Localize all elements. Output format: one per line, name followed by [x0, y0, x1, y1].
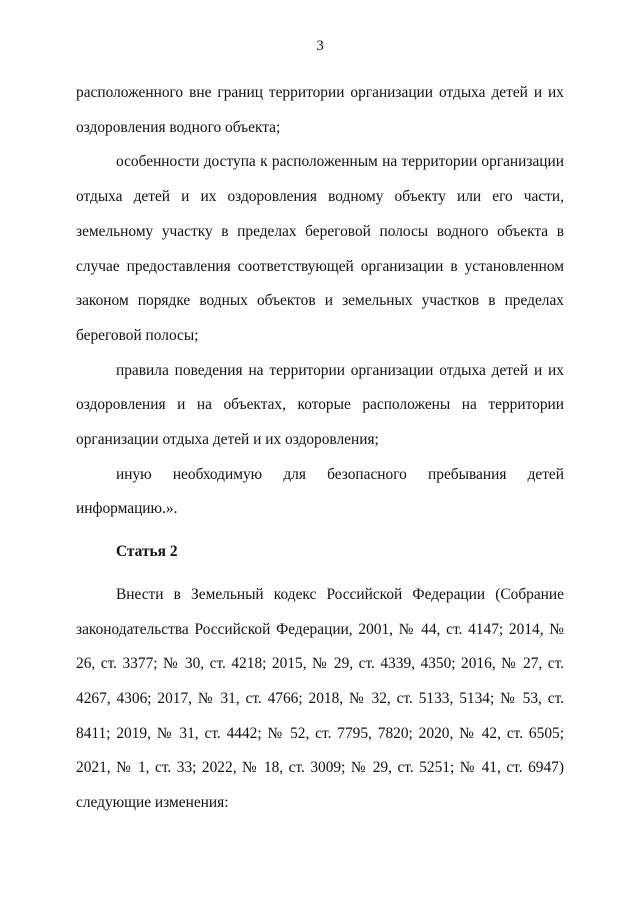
article-heading: Статья 2	[116, 543, 178, 561]
page-number: 3	[316, 38, 324, 54]
paragraph-access-features: особенности доступа к расположенным на территории организации отдыха детей и их оздоровления водному объекту или его части, земельному участку в пределах береговой полосы водного объекта в случае предоставления соответствующей организации в установленном законом порядке водных объектов и земельных участков в пределах береговой полосы;	[76, 153, 564, 344]
paragraph-continuation: расположенного вне границ территории организации отдыха детей и их оздоровления водного объекта;	[76, 84, 564, 136]
document-body	[76, 76, 564, 821]
paragraph-other-info: иную необходимую для безопасного пребывания детей информацию.».	[76, 465, 564, 518]
paragraph-behavior-rules: правила поведения на территории организации отдыха детей и их оздоровления и на объектах, которые расположены на территории организации отдыха детей и их оздоровления;	[76, 361, 564, 449]
paragraph-land-code-amendment: Внести в Земельный кодекс Российской Федерации (Собрание законодательства Российской Федерации, 2001, № 44, ст. 4147; 2014, № 26, ст. 3377; № 30, ст. 4218; 2015, № 29, ст. 4339, 4350; 2016, № 27, ст. 4267, 4306; 2017, № 31, ст. 4766; 2018, № 32, ст. 5133, 5134; № 53, ст. 8411; 2019, № 31, ст. 4442; № 52, ст. 7795, 7820; 2020, № 42, ст. 6505; 2021, № 1, ст. 33; 2022, № 18, ст. 3009; № 29, ст. 5251; № 41, ст. 6947) следующие изменения:	[76, 585, 564, 812]
